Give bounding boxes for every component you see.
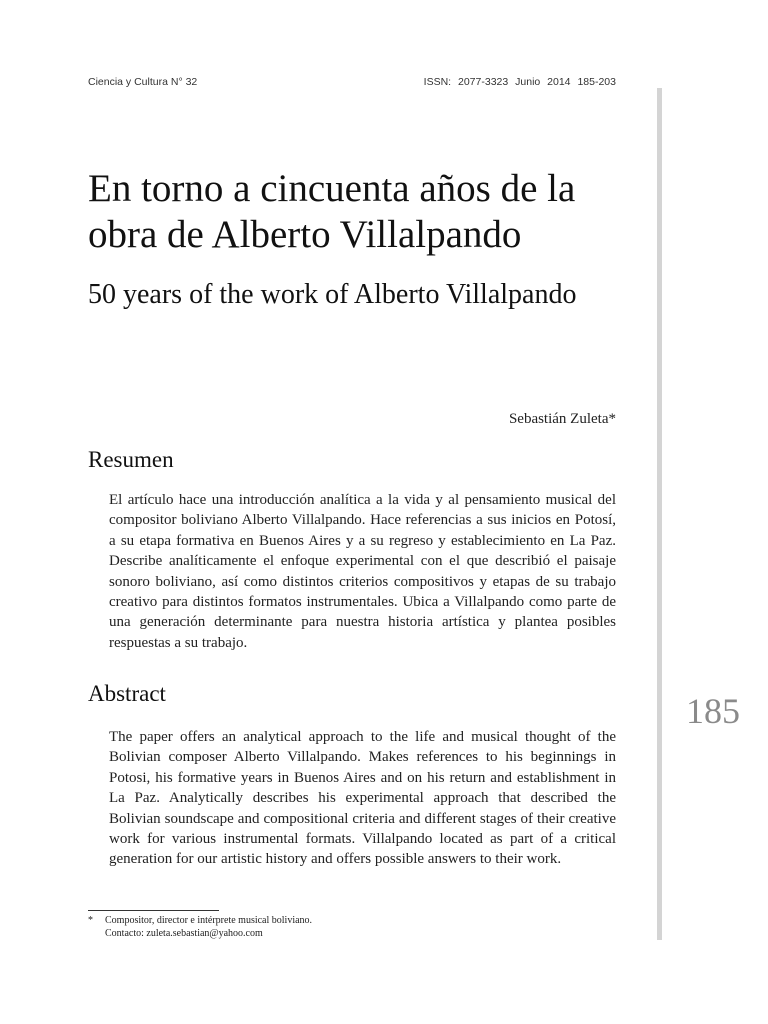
- article-subtitle: 50 years of the work of Alberto Villalpando: [88, 279, 577, 310]
- issn: ISSN: 2077-3323: [423, 76, 509, 88]
- footnote-rule: [88, 910, 219, 911]
- footnote-contact: Contacto: zuleta.sebastian@yahoo.com: [105, 928, 263, 939]
- issue-date: Junio 2014: [515, 76, 571, 88]
- issue-info: [424, 76, 616, 88]
- abstract-heading: Abstract: [88, 681, 166, 706]
- page-range: 185-203: [577, 76, 616, 88]
- footnote-marker: *: [88, 915, 93, 926]
- journal-name: Ciencia y Cultura N° 32: [88, 76, 198, 88]
- article-title: En torno a cincuenta años de la obra de Alberto Villalpando: [88, 167, 576, 256]
- resumen-heading: Resumen: [88, 447, 174, 472]
- margin-rule: [657, 88, 662, 940]
- page-number: 185: [686, 691, 740, 731]
- author-name: Sebastián Zuleta*: [508, 411, 616, 427]
- resumen-text: El artículo hace una introducción analítica a la vida y al pensamiento musical del compositor boliviano Alberto Villalpando. Hace referencias a sus inicios en Potosí, a su etapa formativa en Buenos Aires y a su regreso y establecimiento en La Paz. Describe analíticamente el enfoque experimental con el que describió el paisaje sonoro boliviano, así como distintos criterios compositivos y etapas de su trabajo creativo para distintos formatos instrumentales. Ubica a Villalpando como parte de una generación determinante para nuestra historia artística y plantea posibles respuestas a su trabajo.: [109, 492, 616, 651]
- footnote-line-1: Compositor, director e intérprete musical boliviano.: [105, 915, 313, 926]
- abstract-text: The paper offers an analytical approach to the life and musical thought of the Bolivian composer Alberto Villalpando. Makes references to his beginnings in Potosi, his formative years in Buenos Aires and on his return and establishment in La Paz. Analytically describes his experimental approach that described the Bolivian soundscape and compositional criteria and different stages of their creative work for various instrumental formats. Villalpando located as part of a critical generation for our artistic history and offers possible answers to their work.: [109, 729, 616, 868]
